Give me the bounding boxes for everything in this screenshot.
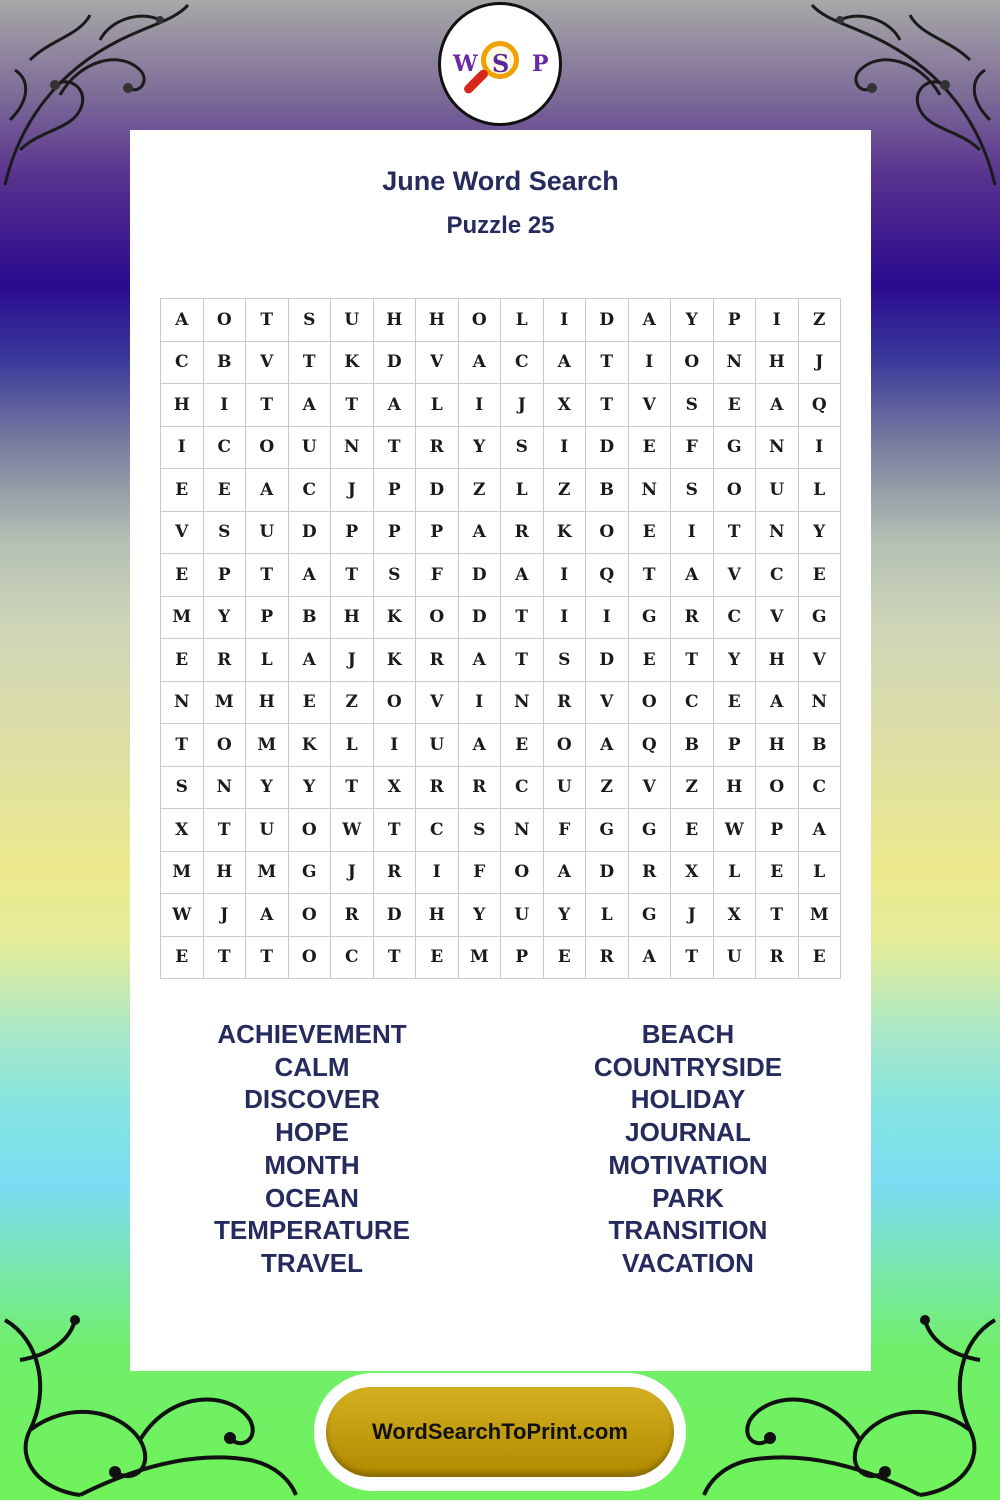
grid-cell: U [501, 894, 544, 937]
grid-cell: A [289, 554, 332, 597]
grid-cell: H [331, 597, 374, 640]
grid-cell: P [331, 512, 374, 555]
grid-cell: M [161, 597, 204, 640]
grid-cell: G [586, 809, 629, 852]
logo-letter-p: P [532, 51, 549, 77]
grid-cell: L [501, 299, 544, 342]
grid-cell: Q [799, 384, 842, 427]
grid-cell: R [756, 937, 799, 980]
grid-cell: T [331, 767, 374, 810]
grid-cell: T [586, 384, 629, 427]
grid-cell: A [756, 682, 799, 725]
grid-cell: V [799, 639, 842, 682]
grid-cell: B [289, 597, 332, 640]
grid-cell: T [501, 597, 544, 640]
grid-cell: I [544, 427, 587, 470]
grid-cell: H [756, 342, 799, 385]
grid-cell: O [714, 469, 757, 512]
grid-cell: J [331, 469, 374, 512]
grid-cell: B [204, 342, 247, 385]
grid-cell: C [756, 554, 799, 597]
grid-cell: K [544, 512, 587, 555]
word-list-item: CALM [274, 1051, 350, 1082]
grid-cell: U [756, 469, 799, 512]
word-list-item: PARK [652, 1182, 724, 1213]
grid-cell: I [459, 682, 502, 725]
grid-cell: P [714, 299, 757, 342]
grid-cell: P [246, 597, 289, 640]
grid-cell: C [416, 809, 459, 852]
word-list-item: ACHIEVEMENT [217, 1019, 407, 1049]
grid-cell: S [671, 469, 714, 512]
grid-cell: L [331, 724, 374, 767]
grid-cell: C [289, 469, 332, 512]
grid-cell: H [204, 852, 247, 895]
word-list-item: COUNTRYSIDE [593, 1051, 783, 1082]
grid-cell: T [671, 937, 714, 980]
grid-cell: A [459, 639, 502, 682]
grid-cell: G [799, 597, 842, 640]
grid-cell: H [416, 894, 459, 937]
word-list-item: TRANSITION [608, 1215, 768, 1246]
grid-cell: T [246, 554, 289, 597]
grid-cell: T [586, 342, 629, 385]
grid-cell: W [331, 809, 374, 852]
grid-cell: E [629, 512, 672, 555]
grid-cell: A [246, 894, 289, 937]
grid-cell: E [161, 639, 204, 682]
grid-cell: T [374, 937, 417, 980]
grid-cell: N [756, 512, 799, 555]
grid-cell: M [204, 682, 247, 725]
grid-cell: D [374, 894, 417, 937]
grid-cell: B [671, 724, 714, 767]
grid-cell: V [161, 512, 204, 555]
page-title: June Word Search [382, 166, 619, 196]
grid-cell: L [246, 639, 289, 682]
grid-cell: G [714, 427, 757, 470]
grid-cell: A [374, 384, 417, 427]
grid-cell: E [544, 937, 587, 980]
grid-cell: D [459, 597, 502, 640]
grid-cell: L [501, 469, 544, 512]
grid-cell: N [799, 682, 842, 725]
grid-cell: Y [459, 427, 502, 470]
grid-cell: R [416, 639, 459, 682]
grid-cell: C [501, 767, 544, 810]
grid-cell: T [204, 937, 247, 980]
word-list-item: TEMPERATURE [214, 1215, 410, 1246]
grid-cell: E [161, 937, 204, 980]
grid-cell: A [544, 342, 587, 385]
word-list-item: HOLIDAY [630, 1084, 746, 1115]
grid-cell: O [544, 724, 587, 767]
grid-cell: O [204, 724, 247, 767]
grid-cell: D [289, 512, 332, 555]
grid-cell: O [374, 682, 417, 725]
grid-cell: Z [459, 469, 502, 512]
grid-cell: T [374, 427, 417, 470]
word-list-right [518, 1018, 858, 1280]
grid-cell: A [756, 384, 799, 427]
grid-cell: A [629, 937, 672, 980]
grid-cell: Y [671, 299, 714, 342]
grid-cell: M [246, 724, 289, 767]
grid-cell: P [374, 469, 417, 512]
grid-cell: F [416, 554, 459, 597]
grid-cell: I [799, 427, 842, 470]
grid-cell: T [756, 894, 799, 937]
grid-cell: S [671, 384, 714, 427]
grid-cell: A [459, 512, 502, 555]
grid-cell: E [756, 852, 799, 895]
grid-cell: P [204, 554, 247, 597]
grid-cell: Z [799, 299, 842, 342]
grid-cell: I [374, 724, 417, 767]
grid-cell: V [714, 554, 757, 597]
grid-cell: T [629, 554, 672, 597]
grid-cell: E [714, 682, 757, 725]
grid-cell: O [756, 767, 799, 810]
grid-cell: E [799, 554, 842, 597]
grid-cell: A [671, 554, 714, 597]
grid-cell: K [374, 639, 417, 682]
grid-cell: T [204, 809, 247, 852]
puzzle-sheet [130, 130, 871, 1371]
grid-cell: C [204, 427, 247, 470]
grid-cell: N [629, 469, 672, 512]
grid-cell: R [459, 767, 502, 810]
grid-cell: C [799, 767, 842, 810]
grid-cell: A [459, 342, 502, 385]
grid-cell: C [671, 682, 714, 725]
grid-cell: A [289, 384, 332, 427]
grid-cell: V [416, 682, 459, 725]
grid-cell: D [586, 639, 629, 682]
grid-cell: Y [246, 767, 289, 810]
grid-cell: A [459, 724, 502, 767]
word-list-item: HOPE [275, 1117, 349, 1148]
grid-cell: S [501, 427, 544, 470]
grid-cell: O [289, 809, 332, 852]
wsp-logo [438, 2, 562, 126]
grid-cell: Y [289, 767, 332, 810]
grid-cell: H [714, 767, 757, 810]
grid-cell: C [161, 342, 204, 385]
grid-cell: L [799, 852, 842, 895]
grid-cell: E [714, 384, 757, 427]
grid-cell: T [501, 639, 544, 682]
grid-cell: O [204, 299, 247, 342]
grid-cell: S [204, 512, 247, 555]
grid-cell: T [374, 809, 417, 852]
grid-cell: D [586, 852, 629, 895]
grid-cell: W [161, 894, 204, 937]
grid-cell: N [501, 682, 544, 725]
grid-cell: P [416, 512, 459, 555]
grid-cell: I [544, 597, 587, 640]
grid-cell: L [714, 852, 757, 895]
grid-cell: N [501, 809, 544, 852]
grid-cell: T [331, 384, 374, 427]
grid-cell: U [416, 724, 459, 767]
logo-letter-s: S [492, 49, 510, 78]
grid-cell: R [671, 597, 714, 640]
grid-cell: A [586, 724, 629, 767]
grid-cell: D [459, 554, 502, 597]
grid-cell: S [459, 809, 502, 852]
grid-cell: E [416, 937, 459, 980]
grid-cell: B [586, 469, 629, 512]
grid-cell: R [331, 894, 374, 937]
grid-cell: C [331, 937, 374, 980]
grid-cell: R [544, 682, 587, 725]
grid-cell: F [544, 809, 587, 852]
grid-cell: A [501, 554, 544, 597]
grid-cell: N [161, 682, 204, 725]
grid-cell: M [799, 894, 842, 937]
grid-cell: E [161, 469, 204, 512]
grid-cell: K [331, 342, 374, 385]
grid-cell: O [459, 299, 502, 342]
grid-cell: H [756, 639, 799, 682]
grid-cell: O [416, 597, 459, 640]
grid-cell: E [501, 724, 544, 767]
grid-cell: J [799, 342, 842, 385]
word-list-item: TRAVEL [260, 1247, 364, 1278]
grid-cell: U [714, 937, 757, 980]
grid-cell: I [671, 512, 714, 555]
grid-cell: C [714, 597, 757, 640]
grid-cell: M [161, 852, 204, 895]
grid-cell: E [204, 469, 247, 512]
grid-cell: N [331, 427, 374, 470]
grid-cell: O [246, 427, 289, 470]
grid-cell: O [671, 342, 714, 385]
grid-cell: Z [331, 682, 374, 725]
logo-letter-w: W [453, 51, 478, 77]
grid-cell: P [374, 512, 417, 555]
grid-cell: J [204, 894, 247, 937]
grid-cell: E [629, 427, 672, 470]
word-list-left [142, 1018, 482, 1280]
grid-cell: Y [204, 597, 247, 640]
grid-cell: T [161, 724, 204, 767]
grid-cell: D [586, 299, 629, 342]
grid-cell: H [756, 724, 799, 767]
grid-cell: R [416, 427, 459, 470]
grid-cell: T [671, 639, 714, 682]
grid-cell: R [586, 937, 629, 980]
grid-cell: Q [586, 554, 629, 597]
grid-cell: W [714, 809, 757, 852]
grid-cell: A [629, 299, 672, 342]
word-list-item: MOTIVATION [608, 1149, 768, 1180]
grid-cell: T [714, 512, 757, 555]
word-list-item: JOURNAL [625, 1117, 751, 1148]
grid-cell: P [756, 809, 799, 852]
grid-cell: Z [544, 469, 587, 512]
grid-cell: I [544, 554, 587, 597]
footer-gold-button[interactable] [326, 1387, 674, 1477]
grid-cell: U [289, 427, 332, 470]
word-list-item: DISCOVER [244, 1084, 380, 1115]
grid-cell: V [246, 342, 289, 385]
grid-cell: L [416, 384, 459, 427]
grid-cell: G [629, 809, 672, 852]
grid-cell: L [799, 469, 842, 512]
grid-cell: R [204, 639, 247, 682]
grid-cell: E [629, 639, 672, 682]
grid-cell: R [416, 767, 459, 810]
grid-cell: D [374, 342, 417, 385]
grid-cell: I [544, 299, 587, 342]
grid-cell: R [501, 512, 544, 555]
grid-cell: A [289, 639, 332, 682]
grid-cell: O [289, 894, 332, 937]
grid-cell: H [416, 299, 459, 342]
grid-cell: Y [799, 512, 842, 555]
grid-cell: U [246, 512, 289, 555]
grid-cell: Y [544, 894, 587, 937]
grid-cell: O [289, 937, 332, 980]
grid-cell: I [416, 852, 459, 895]
grid-cell: Q [629, 724, 672, 767]
grid-cell: S [374, 554, 417, 597]
grid-cell: B [799, 724, 842, 767]
word-list-item: VACATION [622, 1247, 754, 1278]
grid-cell: I [204, 384, 247, 427]
grid-cell: S [544, 639, 587, 682]
grid-cell: I [756, 299, 799, 342]
grid-cell: I [459, 384, 502, 427]
grid-cell: T [289, 342, 332, 385]
grid-cell: H [161, 384, 204, 427]
grid-cell: U [246, 809, 289, 852]
grid-cell: J [671, 894, 714, 937]
footer-badge [314, 1373, 686, 1491]
grid-cell: H [374, 299, 417, 342]
grid-cell: X [544, 384, 587, 427]
grid-cell: G [289, 852, 332, 895]
grid-cell: O [501, 852, 544, 895]
word-list-item: MONTH [264, 1149, 360, 1180]
grid-cell: A [161, 299, 204, 342]
grid-cell: Z [671, 767, 714, 810]
grid-cell: T [331, 554, 374, 597]
grid-cell: M [459, 937, 502, 980]
grid-cell: F [671, 427, 714, 470]
grid-cell: E [799, 937, 842, 980]
grid-cell: E [671, 809, 714, 852]
grid-cell: V [756, 597, 799, 640]
grid-cell: X [374, 767, 417, 810]
grid-cell: J [501, 384, 544, 427]
grid-cell: A [544, 852, 587, 895]
grid-cell: Y [714, 639, 757, 682]
grid-cell: Z [586, 767, 629, 810]
grid-cell: L [586, 894, 629, 937]
word-list-item: BEACH [641, 1019, 735, 1049]
grid-cell: X [161, 809, 204, 852]
grid-cell: V [586, 682, 629, 725]
grid-cell: O [629, 682, 672, 725]
grid-cell: S [161, 767, 204, 810]
grid-cell: T [246, 384, 289, 427]
grid-cell: I [161, 427, 204, 470]
grid-cell: S [289, 299, 332, 342]
grid-cell: R [374, 852, 417, 895]
grid-cell: Y [459, 894, 502, 937]
site-name: WordSearchToPrint.com [372, 1419, 628, 1444]
grid-cell: G [629, 894, 672, 937]
grid-cell: J [331, 639, 374, 682]
grid-cell: J [331, 852, 374, 895]
grid-cell: C [501, 342, 544, 385]
grid-cell: H [246, 682, 289, 725]
grid-cell: K [374, 597, 417, 640]
grid-cell: V [629, 384, 672, 427]
grid-cell: D [416, 469, 459, 512]
grid-cell: N [756, 427, 799, 470]
grid-cell: P [714, 724, 757, 767]
grid-cell: G [629, 597, 672, 640]
grid-cell: N [204, 767, 247, 810]
grid-cell: X [714, 894, 757, 937]
grid-cell: A [799, 809, 842, 852]
grid-cell: I [586, 597, 629, 640]
grid-cell: N [714, 342, 757, 385]
grid-cell: R [629, 852, 672, 895]
grid-cell: X [671, 852, 714, 895]
grid-cell: T [246, 937, 289, 980]
grid-cell: V [629, 767, 672, 810]
grid-cell: E [289, 682, 332, 725]
grid-cell: F [459, 852, 502, 895]
grid-cell: U [331, 299, 374, 342]
grid-cell: E [161, 554, 204, 597]
grid-cell: U [544, 767, 587, 810]
puzzle-number: Puzzle 25 [446, 212, 555, 239]
letter-grid [160, 298, 841, 979]
grid-cell: I [629, 342, 672, 385]
grid-cell: O [586, 512, 629, 555]
word-list-item: OCEAN [265, 1182, 359, 1213]
grid-cell: K [289, 724, 332, 767]
grid-cell: D [586, 427, 629, 470]
grid-cell: P [501, 937, 544, 980]
grid-cell: T [246, 299, 289, 342]
grid-cell: V [416, 342, 459, 385]
grid-cell: A [246, 469, 289, 512]
grid-cell: M [246, 852, 289, 895]
